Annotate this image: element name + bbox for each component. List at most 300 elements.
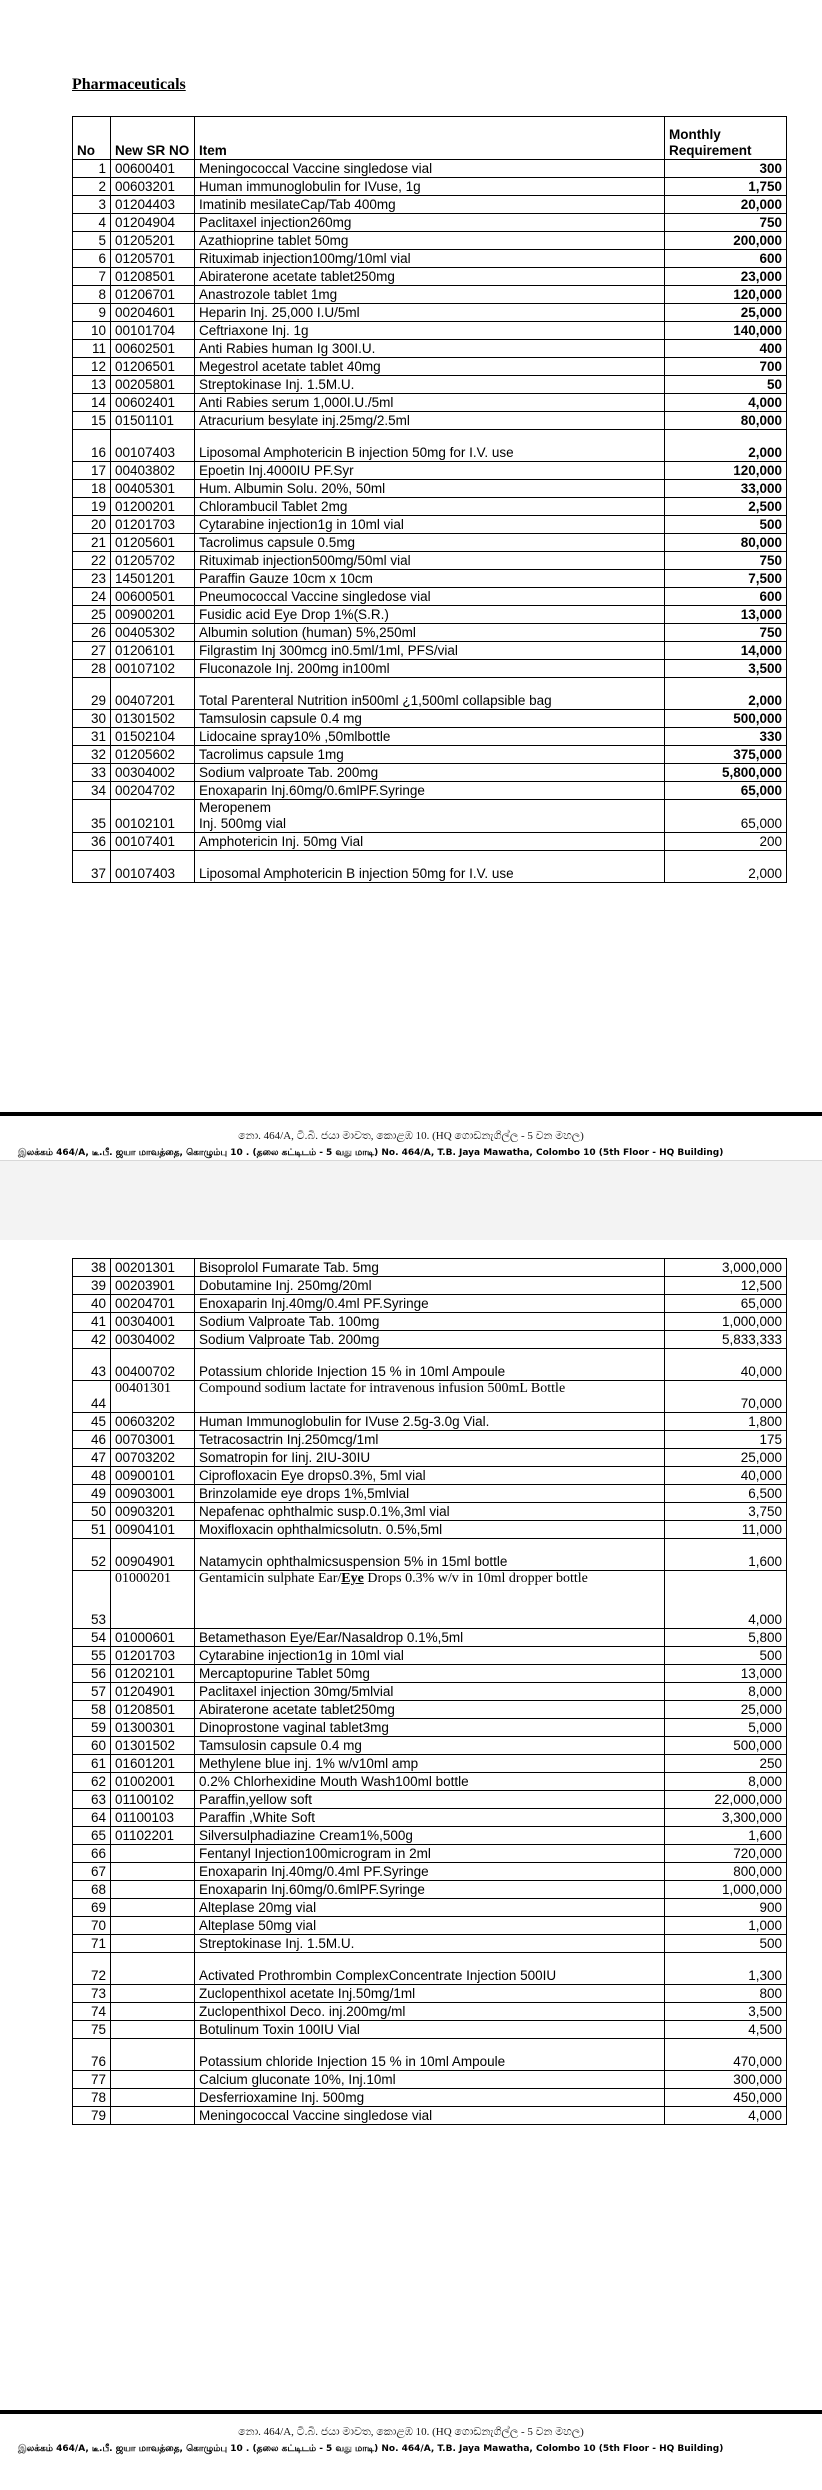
item-name: Zuclopenthixol Deco. inj.200mg/ml <box>195 2003 665 2021</box>
table-row <box>73 1259 787 1277</box>
item-name: Total Parenteral Nutrition in500ml ¿1,500ml collapsible bag <box>195 678 665 710</box>
row-number: 38 <box>73 1259 111 1277</box>
item-name: Tacrolimus capsule 1mg <box>195 746 665 764</box>
item-name: Bisoprolol Fumarate Tab. 5mg <box>195 1259 665 1277</box>
table-row <box>73 214 787 232</box>
sr-number: 01301502 <box>111 1737 195 1755</box>
sr-number: 00304001 <box>111 1313 195 1331</box>
section-title: Pharmaceuticals <box>72 76 186 93</box>
item-name: Fentanyl Injection100microgram in 2ml <box>195 1845 665 1863</box>
item-name: Enoxaparin Inj.40mg/0.4ml PF.Syringe <box>195 1295 665 1313</box>
monthly-requirement: 200,000 <box>665 232 787 250</box>
item-name: Tetracosactrin Inj.250mcg/1ml <box>195 1431 665 1449</box>
sr-number: 01205702 <box>111 552 195 570</box>
item-name <box>195 800 665 833</box>
sr-number: 00405302 <box>111 624 195 642</box>
sr-number: 01206101 <box>111 642 195 660</box>
sr-number: 00900201 <box>111 606 195 624</box>
table-row <box>73 552 787 570</box>
item-name: Human immunoglobulin for IVuse, 1g <box>195 178 665 196</box>
row-number: 51 <box>73 1521 111 1539</box>
table-row <box>73 1647 787 1665</box>
row-number: 69 <box>73 1899 111 1917</box>
sr-number: 00107403 <box>111 851 195 883</box>
table-row <box>73 480 787 498</box>
row-number: 17 <box>73 462 111 480</box>
item-name: Desferrioxamine Inj. 500mg <box>195 2089 665 2107</box>
table-row <box>73 624 787 642</box>
item-name: Sodium Valproate Tab. 200mg <box>195 1331 665 1349</box>
table-row <box>73 764 787 782</box>
monthly-requirement: 500,000 <box>665 710 787 728</box>
item-name: Hum. Albumin Solu. 20%, 50ml <box>195 480 665 498</box>
monthly-requirement: 70,000 <box>665 1381 787 1413</box>
sr-number <box>111 2107 195 2125</box>
item-name: Nepafenac ophthalmic susp.0.1%,3ml vial <box>195 1503 665 1521</box>
table-row <box>73 1467 787 1485</box>
monthly-requirement: 1,000,000 <box>665 1313 787 1331</box>
requirements-table-1 <box>72 116 787 883</box>
monthly-requirement: 750 <box>665 552 787 570</box>
item-name: Ciprofloxacin Eye drops0.3%, 5ml vial <box>195 1467 665 1485</box>
monthly-requirement: 800 <box>665 1985 787 2003</box>
table-row <box>73 178 787 196</box>
row-number: 43 <box>73 1349 111 1381</box>
sr-number: 00400702 <box>111 1349 195 1381</box>
item-name: Alteplase 50mg vial <box>195 1917 665 1935</box>
monthly-requirement: 330 <box>665 728 787 746</box>
item-name: Azathioprine tablet 50mg <box>195 232 665 250</box>
sr-number: 00204601 <box>111 304 195 322</box>
table-row <box>73 2107 787 2125</box>
item-name: Anastrozole tablet 1mg <box>195 286 665 304</box>
monthly-requirement: 6,500 <box>665 1485 787 1503</box>
document-page-1 <box>0 0 822 1160</box>
table-row <box>73 588 787 606</box>
monthly-requirement: 4,000 <box>665 2107 787 2125</box>
monthly-requirement: 4,000 <box>665 394 787 412</box>
row-number: 24 <box>73 588 111 606</box>
row-number: 3 <box>73 196 111 214</box>
header-sr: New SR NO <box>111 117 195 160</box>
sr-number <box>111 1953 195 1985</box>
monthly-requirement: 33,000 <box>665 480 787 498</box>
table-row <box>73 340 787 358</box>
monthly-requirement: 2,000 <box>665 678 787 710</box>
row-number: 31 <box>73 728 111 746</box>
monthly-requirement: 120,000 <box>665 462 787 480</box>
row-number: 42 <box>73 1331 111 1349</box>
item-name: Filgrastim Inj 300mcg in0.5ml/1ml, PFS/vial <box>195 642 665 660</box>
row-number: 12 <box>73 358 111 376</box>
row-number: 1 <box>73 160 111 178</box>
row-number: 4 <box>73 214 111 232</box>
item-name: Liposomal Amphotericin B injection 50mg for I.V. use <box>195 430 665 462</box>
sr-number: 00107401 <box>111 833 195 851</box>
sr-number: 01204901 <box>111 1683 195 1701</box>
row-number: 13 <box>73 376 111 394</box>
sr-number <box>111 1881 195 1899</box>
row-number: 61 <box>73 1755 111 1773</box>
item-name: Pneumococcal Vaccine singledose vial <box>195 588 665 606</box>
row-number: 39 <box>73 1277 111 1295</box>
monthly-requirement: 1,000 <box>665 1917 787 1935</box>
item-name: Sodium valproate Tab. 200mg <box>195 764 665 782</box>
monthly-requirement: 65,000 <box>665 1295 787 1313</box>
monthly-requirement: 4,000 <box>665 1571 787 1629</box>
item-name: Betamethason Eye/Ear/Nasaldrop 0.1%,5ml <box>195 1629 665 1647</box>
sr-number: 00603201 <box>111 178 195 196</box>
item-text-line: Meropenem <box>199 800 272 815</box>
monthly-requirement: 1,000,000 <box>665 1881 787 1899</box>
sr-number <box>111 2039 195 2071</box>
sr-number <box>111 2003 195 2021</box>
item-name: Fusidic acid Eye Drop 1%(S.R.) <box>195 606 665 624</box>
item-name: Chlorambucil Tablet 2mg <box>195 498 665 516</box>
row-number: 52 <box>73 1539 111 1571</box>
table-row <box>73 1449 787 1467</box>
document-page-2 <box>0 1240 822 2490</box>
row-number: 21 <box>73 534 111 552</box>
row-number: 77 <box>73 2071 111 2089</box>
table-row <box>73 1719 787 1737</box>
item-name: Anti Rabies serum 1,000I.U./5ml <box>195 394 665 412</box>
row-number: 60 <box>73 1737 111 1755</box>
sr-number: 00203901 <box>111 1277 195 1295</box>
row-number: 44 <box>73 1381 111 1413</box>
table-row <box>73 570 787 588</box>
table-row <box>73 286 787 304</box>
row-number: 30 <box>73 710 111 728</box>
table-row <box>73 412 787 430</box>
table-row <box>73 516 787 534</box>
sr-number: 01601201 <box>111 1755 195 1773</box>
table-row <box>73 1809 787 1827</box>
table-row <box>73 642 787 660</box>
monthly-requirement: 700 <box>665 358 787 376</box>
sr-number <box>111 1917 195 1935</box>
item-name: Sodium Valproate Tab. 100mg <box>195 1313 665 1331</box>
sr-number <box>111 1935 195 1953</box>
row-number: 14 <box>73 394 111 412</box>
row-number: 53 <box>73 1571 111 1629</box>
row-number: 11 <box>73 340 111 358</box>
item-name: Natamycin ophthalmicsuspension 5% in 15ml bottle <box>195 1539 665 1571</box>
item-name: Potassium chloride Injection 15 % in 10ml Ampoule <box>195 2039 665 2071</box>
table-row <box>73 2039 787 2071</box>
item-name: Tacrolimus capsule 0.5mg <box>195 534 665 552</box>
item-text-line: Inj. 500mg vial <box>199 816 287 831</box>
item-name: Abiraterone acetate tablet250mg <box>195 1701 665 1719</box>
row-number: 41 <box>73 1313 111 1331</box>
row-number: 64 <box>73 1809 111 1827</box>
row-number: 63 <box>73 1791 111 1809</box>
monthly-requirement: 7,500 <box>665 570 787 588</box>
table-row <box>73 833 787 851</box>
table-row <box>73 1935 787 1953</box>
monthly-requirement: 8,000 <box>665 1683 787 1701</box>
item-name: Ceftriaxone Inj. 1g <box>195 322 665 340</box>
item-name: Paraffin,yellow soft <box>195 1791 665 1809</box>
monthly-requirement: 1,600 <box>665 1539 787 1571</box>
item-name: Silversulphadiazine Cream1%,500g <box>195 1827 665 1845</box>
row-number: 68 <box>73 1881 111 1899</box>
row-number: 28 <box>73 660 111 678</box>
row-number: 25 <box>73 606 111 624</box>
item-name: Enoxaparin Inj.40mg/0.4ml PF.Syringe <box>195 1863 665 1881</box>
monthly-requirement: 5,800 <box>665 1629 787 1647</box>
sr-number: 01200201 <box>111 498 195 516</box>
sr-number <box>111 1863 195 1881</box>
monthly-requirement: 500 <box>665 516 787 534</box>
monthly-requirement: 250 <box>665 1755 787 1773</box>
monthly-requirement: 80,000 <box>665 534 787 552</box>
item-name: Paclitaxel injection260mg <box>195 214 665 232</box>
table-row <box>73 2003 787 2021</box>
row-number: 66 <box>73 1845 111 1863</box>
item-name: Human Immunoglobulin for IVuse 2.5g-3.0g Vial. <box>195 1413 665 1431</box>
monthly-requirement: 23,000 <box>665 268 787 286</box>
table-row <box>73 358 787 376</box>
monthly-requirement: 720,000 <box>665 1845 787 1863</box>
row-number: 9 <box>73 304 111 322</box>
monthly-requirement: 4,500 <box>665 2021 787 2039</box>
table-row <box>73 250 787 268</box>
table-row <box>73 322 787 340</box>
table-row <box>73 1485 787 1503</box>
sr-number: 01204904 <box>111 214 195 232</box>
footer-address-sinhala: නො. 464/A, ටී.බී. ජයා මාවත, කොළඹ 10. (HQ ගොඩනැගිල්ල - 5 වන මහල) <box>238 2426 584 2438</box>
row-number: 57 <box>73 1683 111 1701</box>
monthly-requirement: 500 <box>665 1647 787 1665</box>
row-number: 76 <box>73 2039 111 2071</box>
sr-number: 01204403 <box>111 196 195 214</box>
sr-number: 00403802 <box>111 462 195 480</box>
monthly-requirement: 300,000 <box>665 2071 787 2089</box>
row-number: 75 <box>73 2021 111 2039</box>
item-name: Methylene blue inj. 1% w/v10ml amp <box>195 1755 665 1773</box>
sr-number: 01501101 <box>111 412 195 430</box>
footer-address-sinhala: නො. 464/A, ටී.බී. ජයා මාවත, කොළඹ 10. (HQ ගොඩනැගිල්ල - 5 වන මහල) <box>238 1130 584 1142</box>
item-text-part: Gentamicin sulphate Ear/ <box>199 1571 342 1586</box>
monthly-requirement: 22,000,000 <box>665 1791 787 1809</box>
monthly-requirement: 3,750 <box>665 1503 787 1521</box>
sr-number: 00903201 <box>111 1503 195 1521</box>
item-name: 0.2% Chlorhexidine Mouth Wash100ml bottle <box>195 1773 665 1791</box>
table-row <box>73 851 787 883</box>
row-number: 32 <box>73 746 111 764</box>
monthly-requirement: 5,833,333 <box>665 1331 787 1349</box>
monthly-requirement: 175 <box>665 1431 787 1449</box>
monthly-requirement: 1,600 <box>665 1827 787 1845</box>
item-name: Somatropin for Iinj. 2IU-30IU <box>195 1449 665 1467</box>
sr-number: 01000201 <box>111 1571 195 1629</box>
monthly-requirement: 14,000 <box>665 642 787 660</box>
sr-number: 01301502 <box>111 710 195 728</box>
item-name: Brinzolamide eye drops 1%,5mlvial <box>195 1485 665 1503</box>
header-requirement: Monthly Requirement <box>665 117 787 160</box>
item-name <box>195 1571 665 1629</box>
monthly-requirement: 470,000 <box>665 2039 787 2071</box>
monthly-requirement: 900 <box>665 1899 787 1917</box>
row-number: 48 <box>73 1467 111 1485</box>
item-name: Zuclopenthixol acetate Inj.50mg/1ml <box>195 1985 665 2003</box>
item-name: Cytarabine injection1g in 10ml vial <box>195 1647 665 1665</box>
table-row <box>73 710 787 728</box>
monthly-requirement: 500 <box>665 1935 787 1953</box>
item-name: Dobutamine Inj. 250mg/20ml <box>195 1277 665 1295</box>
table-row <box>73 534 787 552</box>
monthly-requirement: 25,000 <box>665 1701 787 1719</box>
table-row <box>73 1331 787 1349</box>
table-row <box>73 1277 787 1295</box>
header-item: Item <box>195 117 665 160</box>
row-number: 19 <box>73 498 111 516</box>
item-name: Paclitaxel injection 30mg/5mlvial <box>195 1683 665 1701</box>
row-number: 50 <box>73 1503 111 1521</box>
monthly-requirement: 2,000 <box>665 430 787 462</box>
sr-number: 00204701 <box>111 1295 195 1313</box>
row-number: 35 <box>73 800 111 833</box>
row-number: 58 <box>73 1701 111 1719</box>
item-name: Streptokinase Inj. 1.5M.U. <box>195 376 665 394</box>
monthly-requirement: 3,300,000 <box>665 1809 787 1827</box>
row-number: 78 <box>73 2089 111 2107</box>
monthly-requirement: 375,000 <box>665 746 787 764</box>
row-number: 55 <box>73 1647 111 1665</box>
monthly-requirement: 2,000 <box>665 851 787 883</box>
table-row <box>73 1773 787 1791</box>
sr-number: 01000601 <box>111 1629 195 1647</box>
monthly-requirement: 40,000 <box>665 1467 787 1485</box>
table-row <box>73 1683 787 1701</box>
item-text-emphasis: Eye <box>341 1571 364 1586</box>
monthly-requirement: 300 <box>665 160 787 178</box>
table-row <box>73 1899 787 1917</box>
monthly-requirement: 11,000 <box>665 1521 787 1539</box>
sr-number: 00201301 <box>111 1259 195 1277</box>
item-name: Abiraterone acetate tablet250mg <box>195 268 665 286</box>
sr-number: 00304002 <box>111 764 195 782</box>
monthly-requirement: 5,800,000 <box>665 764 787 782</box>
monthly-requirement: 1,750 <box>665 178 787 196</box>
monthly-requirement: 450,000 <box>665 2089 787 2107</box>
sr-number <box>111 2089 195 2107</box>
item-name: Paraffin ,White Soft <box>195 1809 665 1827</box>
item-name: Cytarabine injection1g in 10ml vial <box>195 516 665 534</box>
monthly-requirement: 3,500 <box>665 2003 787 2021</box>
row-number: 67 <box>73 1863 111 1881</box>
item-name: Streptokinase Inj. 1.5M.U. <box>195 1935 665 1953</box>
row-number: 15 <box>73 412 111 430</box>
sr-number: 01208501 <box>111 268 195 286</box>
monthly-requirement: 400 <box>665 340 787 358</box>
table-row <box>73 1431 787 1449</box>
table-row <box>73 1629 787 1647</box>
sr-number: 01300301 <box>111 1719 195 1737</box>
monthly-requirement: 65,000 <box>665 782 787 800</box>
monthly-requirement: 140,000 <box>665 322 787 340</box>
item-name: Amphotericin Inj. 50mg Vial <box>195 833 665 851</box>
monthly-requirement: 750 <box>665 624 787 642</box>
sr-number: 00107102 <box>111 660 195 678</box>
footer-rule <box>0 2410 822 2414</box>
table-row <box>73 1295 787 1313</box>
item-name: Tamsulosin capsule 0.4 mg <box>195 710 665 728</box>
table-row <box>73 2021 787 2039</box>
row-number: 8 <box>73 286 111 304</box>
monthly-requirement: 800,000 <box>665 1863 787 1881</box>
table-row <box>73 160 787 178</box>
item-name: Meningococcal Vaccine singledose vial <box>195 2107 665 2125</box>
table-row <box>73 1665 787 1683</box>
item-name: Heparin Inj. 25,000 I.U/5ml <box>195 304 665 322</box>
footer-rule <box>0 1112 822 1116</box>
table-row <box>73 1571 787 1629</box>
table-row <box>73 1539 787 1571</box>
sr-number: 01205701 <box>111 250 195 268</box>
table-row <box>73 268 787 286</box>
table-row <box>73 498 787 516</box>
sr-number: 00304002 <box>111 1331 195 1349</box>
sr-number: 01202101 <box>111 1665 195 1683</box>
table-body-1 <box>73 160 787 883</box>
item-name: Moxifloxacin ophthalmicsolutn. 0.5%,5ml <box>195 1521 665 1539</box>
row-number: 49 <box>73 1485 111 1503</box>
table-row <box>73 1953 787 1985</box>
table-row <box>73 800 787 833</box>
row-number: 34 <box>73 782 111 800</box>
table-row <box>73 660 787 678</box>
monthly-requirement: 20,000 <box>665 196 787 214</box>
table-row <box>73 1827 787 1845</box>
table-row <box>73 1701 787 1719</box>
sr-number: 00602501 <box>111 340 195 358</box>
row-number: 59 <box>73 1719 111 1737</box>
monthly-requirement: 200 <box>665 833 787 851</box>
monthly-requirement: 25,000 <box>665 304 787 322</box>
sr-number: 01102201 <box>111 1827 195 1845</box>
requirements-table-2 <box>72 1258 787 2125</box>
monthly-requirement: 5,000 <box>665 1719 787 1737</box>
item-name: Calcium gluconate 10%, Inj.10ml <box>195 2071 665 2089</box>
sr-number: 01205602 <box>111 746 195 764</box>
sr-number: 01205201 <box>111 232 195 250</box>
sr-number: 01206701 <box>111 286 195 304</box>
sr-number: 00900101 <box>111 1467 195 1485</box>
row-number: 70 <box>73 1917 111 1935</box>
sr-number: 00107403 <box>111 430 195 462</box>
row-number: 79 <box>73 2107 111 2125</box>
sr-number: 00205801 <box>111 376 195 394</box>
sr-number <box>111 1985 195 2003</box>
monthly-requirement: 12,500 <box>665 1277 787 1295</box>
item-name: Tamsulosin capsule 0.4 mg <box>195 1737 665 1755</box>
sr-number: 01502104 <box>111 728 195 746</box>
table-row <box>73 678 787 710</box>
table-row <box>73 1521 787 1539</box>
row-number: 10 <box>73 322 111 340</box>
row-number: 33 <box>73 764 111 782</box>
sr-number: 01208501 <box>111 1701 195 1719</box>
row-number: 23 <box>73 570 111 588</box>
table-row <box>73 746 787 764</box>
monthly-requirement: 8,000 <box>665 1773 787 1791</box>
sr-number: 00703202 <box>111 1449 195 1467</box>
row-number: 29 <box>73 678 111 710</box>
sr-number: 00600401 <box>111 160 195 178</box>
item-name: Albumin solution (human) 5%,250ml <box>195 624 665 642</box>
